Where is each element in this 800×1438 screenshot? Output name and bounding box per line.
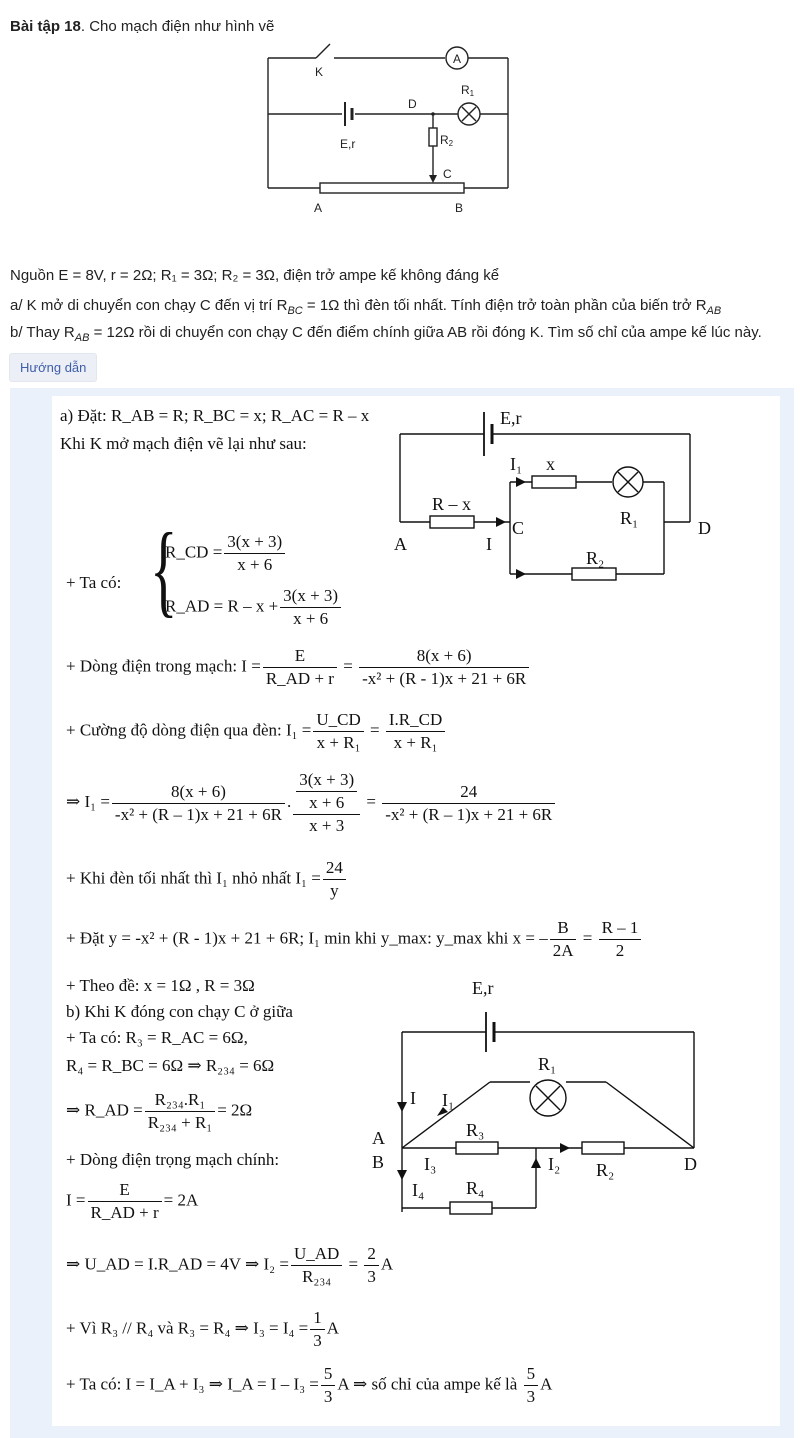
exercise-title-text: . Cho mạch điện như hình vẽ xyxy=(80,18,275,35)
resistor-r4 xyxy=(450,1202,492,1214)
label-a: A xyxy=(314,201,323,215)
exercise-title xyxy=(10,18,274,35)
resistor-r2 xyxy=(582,1142,624,1154)
label-r2: R2 xyxy=(440,133,454,148)
resistor-r3 xyxy=(456,1142,498,1154)
label-i1: I₁ xyxy=(510,454,523,474)
label-c: C xyxy=(443,167,452,181)
rheostat-ab xyxy=(320,183,464,193)
label-i2: I₂ xyxy=(548,1154,561,1174)
label-er: E,r xyxy=(500,408,522,428)
label-i: I xyxy=(410,1088,416,1108)
sol-rad: R_AD = R – x + $\frac{3(x + 3)}{x + 6}$ xyxy=(165,586,343,629)
sol-i1-expression: ⇒ I₁ = $\frac{8(x + 6)}{\text{-x² + (R – 1)x + 21 + 6R}}$ . $\frac{\frac{3(x + 3)}{x + 6}}{x + 3}$ = $\frac{24}{\text{-x² + (R – 1)x + 21 + 6R}}$ xyxy=(66,770,557,836)
label-i3: I₃ xyxy=(424,1154,437,1174)
resistor-x xyxy=(532,476,576,488)
problem-line-3: b/ Thay $R_{AB} = 12\Omega$ rồi di chuyển con chạy C đến điểm chính giữa AB rồi đóng K. Tìm số chỉ của ampe kế lúc này. xyxy=(10,324,762,344)
sol-theode: + Theo đề: x = 1Ω , R = 3Ω xyxy=(66,976,255,995)
switch-k xyxy=(316,44,330,58)
label-d: D xyxy=(684,1154,697,1174)
label-d: D xyxy=(408,97,417,111)
label-a: A xyxy=(394,534,407,554)
sol-b-title: b) Khi K đóng con chạy C ở giữa xyxy=(66,1002,293,1021)
label-a: A xyxy=(372,1128,385,1148)
label-b: B xyxy=(372,1152,385,1172)
label-i4: I₄ xyxy=(412,1180,425,1200)
problem-line-2: a/ K mở di chuyển con chạy C đến vị trí $R_{BC} = 1\Omega$ thì đèn tối nhất. Tính điện trở toàn phần của biến trở $R_{AB}$ xyxy=(10,297,722,317)
label-r4: R₄ xyxy=(466,1178,485,1198)
sol-rcd: R_CD = $\frac{3(x + 3)}{x + 6}$ xyxy=(165,532,287,575)
sol-a-open: Khi K mở mạch điện vẽ lại như sau: xyxy=(60,434,307,453)
sol-lamp-current: + Cường độ dòng điện qua đèn: I₁ = $\frac{U\_CD}{\text{x + R₁}}$ = $\frac{I.R\_CD}{\text{x + R₁}}$ xyxy=(66,710,447,753)
label-i1: I₁ xyxy=(442,1090,455,1110)
problem-line-1: Nguồn E = 8V, r = 2Ω; R₁ = 3Ω; R₂ = 3Ω, điện trở ampe kế không đáng kể xyxy=(10,267,500,284)
label-c: C xyxy=(512,518,525,538)
label-r1: R1 xyxy=(461,83,475,98)
circuit-diagram-3 xyxy=(360,972,730,1222)
label-r2: R₂ xyxy=(596,1160,615,1180)
label-er: E,r xyxy=(472,978,494,998)
exercise-number: Bài tập 18 xyxy=(10,18,81,35)
label-r2: R₂ xyxy=(586,548,605,568)
label-k: K xyxy=(315,65,324,79)
label-x: x xyxy=(546,454,555,474)
sol-taco: + Ta có: xyxy=(66,573,122,592)
slider-c-arrow xyxy=(429,175,437,183)
sol-parallel: + Vì R₃ // R₄ và R₃ = R₄ ⇒ I₃ = I₄ = $\frac{1}{3}$ A xyxy=(66,1308,340,1350)
hint-button[interactable]: Hướng dẫn xyxy=(9,353,97,382)
sol-uad: ⇒ U_AD = I.R_AD = 4V ⇒ I₂ = $\frac{U\_AD}{\text{R₂₃₄}}$ = $\frac{2}{3}$ A xyxy=(66,1244,394,1286)
brace: { xyxy=(150,512,178,627)
label-ammeter: A xyxy=(453,52,462,66)
sol-b-line-2: R₄ = R_BC = 6Ω ⇒ R₂₃₄ = 6Ω xyxy=(66,1056,275,1075)
sol-b-line-1: + Ta có: R₃ = R_AC = 6Ω, xyxy=(66,1028,248,1047)
label-r1: R₁ xyxy=(538,1054,557,1074)
resistor-r2 xyxy=(572,568,616,580)
label-d: D xyxy=(698,518,711,538)
sol-final: + Ta có: I = I_A + I₃ ⇒ I_A = I – I₃ = $\frac{5}{3}$ A ⇒ số chỉ của ampe kế là $\frac{5}{3}$ A xyxy=(66,1364,553,1406)
circuit-diagram-1 xyxy=(0,40,800,230)
label-r3: R₃ xyxy=(466,1120,485,1140)
resistor-r2 xyxy=(429,128,437,146)
label-r-x: R – x xyxy=(432,494,472,514)
sol-main-current-label: + Dòng điện trọng mạch chính: xyxy=(66,1150,280,1169)
label-er: E,r xyxy=(340,137,356,151)
sol-main-current: I = $\frac{E}{R\_AD + r}$ = 2A xyxy=(66,1180,199,1222)
sol-dim-lamp: + Khi đèn tối nhất thì I₁ nhỏ nhất I₁ = $\frac{24}{y}$ xyxy=(66,858,348,901)
sol-set-y: + Đặt y = -x² + (R - 1)x + 21 + 6R; I₁ min khi y_max: y_max khi x = – $\frac{B}{2A}$ = $\frac{R - 1}{2}$ xyxy=(66,918,643,961)
resistor-r-x xyxy=(430,516,474,528)
sol-rad-b: ⇒ R_AD = $\frac{\text{R₂₃₄.R₁}}{\text{R₂₃₄ + R₁}}$ = 2Ω xyxy=(66,1090,253,1132)
sol-a-title: a) Đặt: R_AB = R; R_BC = x; R_AC = R – x xyxy=(60,406,370,425)
circuit-diagram-2 xyxy=(380,404,730,584)
sol-current: + Dòng điện trong mạch: I = $\frac{E}{R\_AD + r}$ = $\frac{8(x + 6)}{\text{-x² + (R - 1)x + 21 + 6R}}$ xyxy=(66,646,531,689)
label-r1: R₁ xyxy=(620,508,639,528)
label-i: I xyxy=(486,534,492,554)
label-b: B xyxy=(455,201,464,215)
